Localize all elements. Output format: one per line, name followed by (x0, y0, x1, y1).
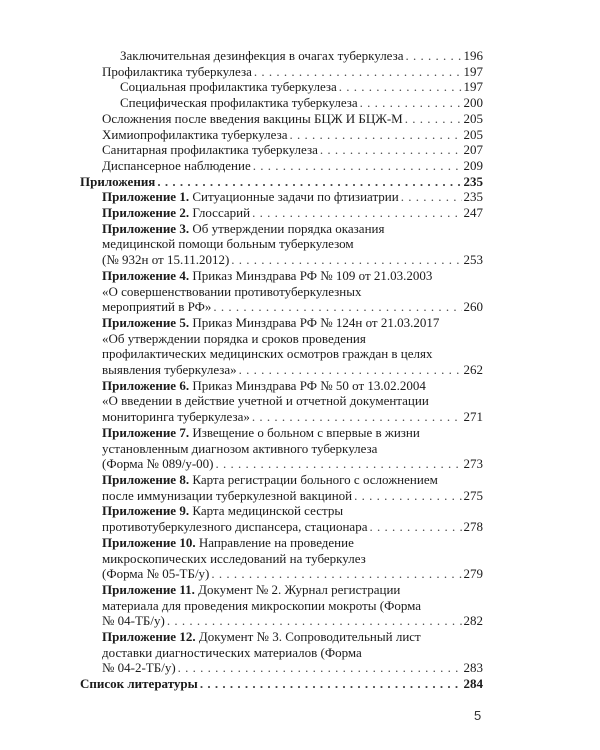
toc-entry-text: Приложения (80, 173, 156, 189)
leader-dots (354, 488, 461, 504)
toc-entry[interactable] (80, 676, 483, 692)
appendix-label: Приложение 3. (102, 220, 190, 236)
appendix-label: Приложение 11. (102, 581, 195, 597)
toc-entry-text: противотуберкулезного диспансера, стационара (102, 519, 368, 535)
leader-dots (252, 409, 462, 425)
appendix-label: Приложение 2. (102, 205, 190, 221)
toc-entry-text: установленным диагнозом активного туберкулеза (102, 440, 378, 456)
toc-entry-text: доставки диагностических материалов (Форма (102, 644, 362, 660)
leader-dots (339, 79, 462, 95)
toc-page-number: 197 (463, 79, 483, 95)
leader-dots (401, 189, 462, 205)
leader-dots (178, 660, 462, 676)
toc-entry[interactable] (80, 268, 483, 315)
toc-entry-text: Приложение 5. Приказ Минздрава РФ № 124н от 21.03.2017 (102, 314, 440, 330)
toc-entry[interactable] (80, 425, 483, 472)
toc-page-number: 247 (463, 205, 483, 221)
toc-entry-text: Приложение 1. Ситуационные задачи по фтизиатрии (102, 189, 399, 205)
toc-entry-text: Санитарная профилактика туберкулеза (102, 142, 318, 158)
leader-dots (200, 676, 462, 692)
toc-entry-text: Приложение 9. Карта медицинской сестры (102, 503, 344, 519)
leader-dots (289, 127, 461, 143)
leader-dots (167, 613, 462, 629)
appendix-label: Приложение 5. (102, 314, 190, 330)
toc-entry-text: (№ 932н от 15.11.2012) (102, 252, 230, 268)
toc-entry-text: Осложнения после введения вакцины БЦЖ И БЦЖ-М (102, 110, 403, 126)
toc-entry[interactable] (80, 535, 483, 582)
toc-entry-text: Список литературы (80, 676, 198, 692)
toc-entry-text: Социальная профилактика туберкулеза (120, 79, 337, 95)
toc-entry-text: Диспансерное наблюдение (102, 157, 251, 173)
toc-entry-text: профилактических медицинских осмотров граждан в целях (102, 346, 433, 362)
toc-entry[interactable] (80, 378, 483, 425)
toc-entry-text: № 04-2-ТБ/у) (102, 660, 176, 676)
toc-entry[interactable] (80, 48, 483, 64)
leader-dots (239, 362, 462, 378)
toc-entry[interactable] (80, 582, 483, 629)
appendix-label: Приложение 9. (102, 503, 190, 519)
leader-dots (369, 519, 461, 535)
toc-entry-text: материала для проведения микроскопии мокроты (Форма (102, 597, 422, 613)
toc-page-number: 209 (463, 157, 483, 173)
leader-dots (211, 566, 461, 582)
toc-page-number: 278 (463, 519, 483, 535)
toc-entry-text: № 04-ТБ/у) (102, 613, 165, 629)
toc-page-number: 275 (463, 487, 483, 503)
toc-entry-text: Заключительная дезинфекция в очагах туберкулеза (120, 48, 404, 63)
toc-entry-text: Приложение 10. Направление на проведение (102, 534, 354, 550)
toc-entry-text: Приложение 11. Документ № 2. Журнал регистрации (102, 581, 401, 597)
leader-dots (213, 299, 461, 315)
toc-page-number: 279 (463, 566, 483, 582)
toc-entry-text: (Форма № 089/у-00) (102, 456, 214, 472)
toc-page-number: 235 (463, 189, 483, 205)
appendix-label: Приложение 1. (102, 189, 190, 205)
toc-entry-text: «Об утверждении порядка и сроков проведения (102, 330, 366, 346)
toc-entry[interactable] (80, 315, 483, 378)
toc-entry[interactable] (80, 79, 483, 95)
toc-entry[interactable] (80, 221, 483, 268)
toc-entry[interactable] (80, 111, 483, 127)
leader-dots (360, 95, 462, 111)
toc-page-number: 283 (463, 660, 483, 676)
leader-dots (406, 48, 462, 64)
toc-entry-text: мероприятий в РФ» (102, 299, 212, 315)
toc-entry-text: Приложение 2. Глоссарий (102, 205, 251, 221)
toc-page-number: 205 (463, 126, 483, 142)
page-number: 5 (474, 708, 482, 723)
toc-entry-text: после иммунизации туберкулезной вакциной (102, 487, 353, 503)
table-of-contents (80, 48, 483, 692)
toc-entry-text: Приложение 8. Карта регистрации больного с осложнением (102, 471, 438, 487)
toc-entry-text: Приложение 3. Об утверждении порядка оказания (102, 220, 385, 236)
appendix-label: Приложение 8. (102, 471, 190, 487)
toc-entry-text: Приложение 7. Извещение о больном с впервые в жизни (102, 424, 420, 440)
toc-page-number: 200 (463, 95, 483, 111)
toc-entry[interactable] (80, 95, 483, 111)
toc-entry-text: мониторинга туберкулеза» (102, 409, 250, 425)
toc-page-number: 273 (463, 456, 483, 472)
appendix-label: Приложение 4. (102, 267, 190, 283)
toc-page-number: 282 (463, 613, 483, 629)
toc-entry-text: «О введении в действие учетной и отчетной документации (102, 393, 429, 409)
toc-entry-text: Приложение 6. Приказ Минздрава РФ № 50 от 13.02.2004 (102, 377, 426, 393)
toc-page-number: 196 (463, 48, 483, 63)
leader-dots (252, 205, 461, 221)
toc-entry-text: Профилактика туберкулеза (102, 63, 252, 79)
toc-page-number: 235 (463, 173, 483, 189)
toc-page-number: 260 (463, 299, 483, 315)
leader-dots (215, 456, 461, 472)
appendix-label: Приложение 12. (102, 629, 196, 645)
toc-page-number: 284 (463, 676, 483, 692)
toc-entry-text: Приложение 4. Приказ Минздрава РФ № 109 от 21.03.2003 (102, 267, 433, 283)
toc-page-number: 262 (463, 362, 483, 378)
leader-dots (253, 158, 462, 174)
leader-dots (405, 111, 462, 127)
toc-page-number: 253 (463, 252, 483, 268)
toc-entry[interactable] (80, 64, 483, 80)
toc-page-number: 271 (463, 409, 483, 425)
toc-entry[interactable] (80, 472, 483, 503)
toc-entry-text: «О совершенствовании противотуберкулезных (102, 283, 362, 299)
toc-entry[interactable] (80, 205, 483, 221)
leader-dots (320, 142, 462, 158)
appendix-label: Приложение 10. (102, 534, 196, 550)
toc-page-number: 197 (463, 63, 483, 79)
appendix-label: Приложение 6. (102, 377, 190, 393)
toc-entry-text: Приложение 12. Документ № 3. Сопроводительный лист (102, 629, 421, 645)
toc-entry-text: медицинской помощи больным туберкулезом (102, 236, 354, 252)
toc-entry-text: (Форма № 05-ТБ/у) (102, 566, 210, 582)
toc-entry-text: выявления туберкулеза» (102, 362, 237, 378)
leader-dots (157, 174, 461, 190)
toc-entry-text: Химиопрофилактика туберкулеза (102, 126, 288, 142)
toc-page-number: 207 (463, 142, 483, 158)
toc-entry[interactable] (80, 127, 483, 143)
toc-entry-text: микроскопических исследований на туберкулез (102, 550, 366, 566)
toc-entry[interactable] (80, 629, 483, 676)
toc-entry[interactable] (80, 503, 483, 534)
appendix-label: Приложение 7. (102, 424, 190, 440)
toc-entry[interactable] (80, 174, 483, 190)
toc-entry-text: Специфическая профилактика туберкулеза (120, 95, 358, 111)
leader-dots (231, 252, 461, 268)
toc-entry[interactable] (80, 189, 483, 205)
toc-entry[interactable] (80, 142, 483, 158)
leader-dots (254, 64, 462, 80)
toc-page-number: 205 (463, 110, 483, 126)
toc-entry[interactable] (80, 158, 483, 174)
